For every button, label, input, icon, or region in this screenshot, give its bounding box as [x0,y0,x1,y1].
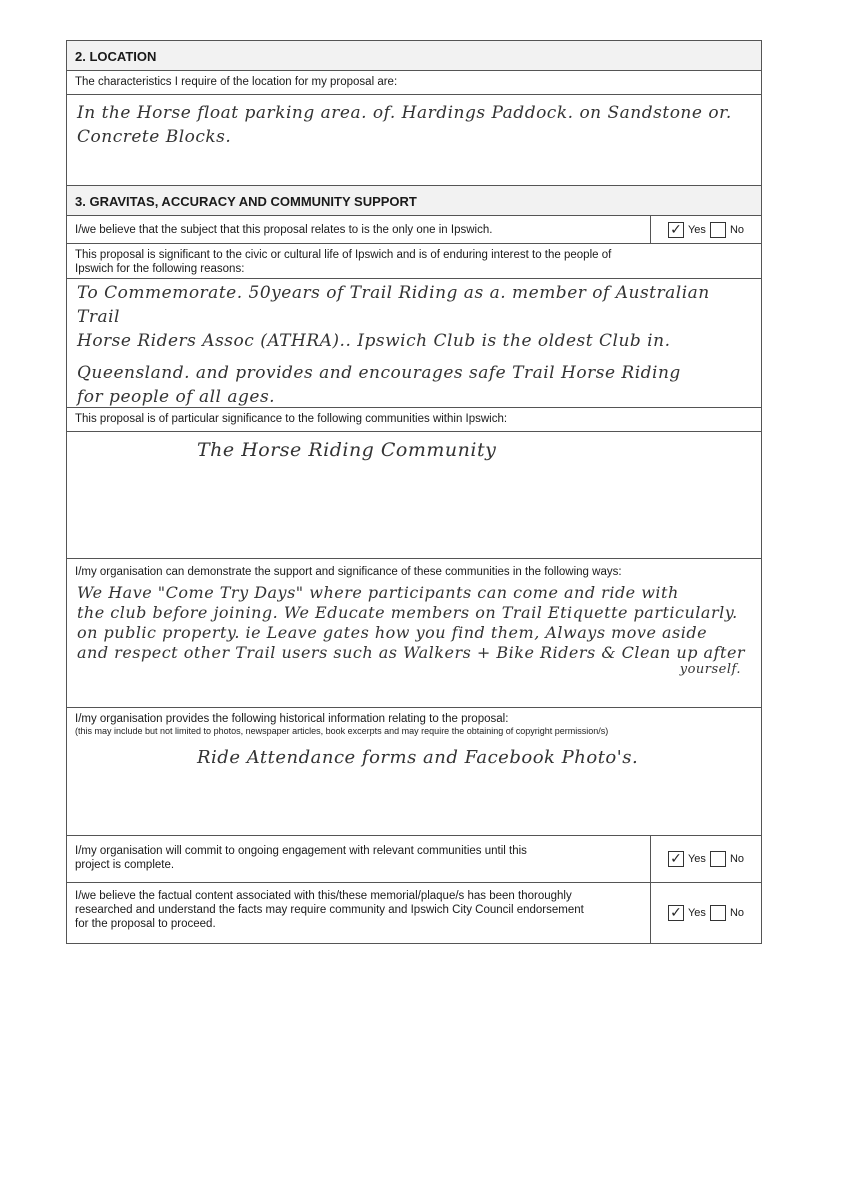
location-section-heading [67,41,761,71]
historical-question-text: I/my organisation provides the following historical information relating to the proposal: [75,713,509,725]
only-one-yes-tick: ✓ [670,221,682,238]
communities-answer [67,432,761,559]
factual-yes-tick: ✓ [670,905,682,921]
location-answer-line1: In the Horse float parking area. of. Hardings Paddock. on Sandstone or. [77,103,732,123]
significance-answer [67,279,761,408]
support-answer-line: and respect other Trail users such as Walkers + Bike Riders & Clean up after [77,643,746,662]
historical-note-text: (this may include but not limited to photos, newspaper articles, book excerpts and may require the obtaining of copyright permission/s) [75,726,609,736]
engagement-yes-no [650,836,761,882]
significance-answer-line: Queensland. and provides and encourages safe Trail Horse Riding [77,363,681,383]
significance-answer-line: for people of all ages. [77,387,276,407]
communities-question [67,408,761,432]
factual-yes-no [650,883,761,943]
only-one-yes-no [650,216,761,243]
support-answer-line: on public property. ie Leave gates how you find them, Always move aside [77,623,708,642]
engagement-yes-label: Yes [687,853,706,865]
only-one-question-row [67,216,761,244]
factual-no-label: No [729,907,744,919]
historical-block [67,708,761,836]
support-answer-extra: yourself. [679,662,741,677]
proposal-form [66,40,762,944]
only-one-yes-checkbox[interactable] [668,222,684,238]
factual-no-checkbox[interactable] [710,905,726,921]
location-answer [67,95,761,186]
significance-answer-line: To Commemorate. 50years of Trail Riding as a. member of Australian Trail [77,283,710,327]
factual-yes-checkbox[interactable] [668,905,684,921]
location-question-text: The characteristics I require of the location for my proposal are: [75,76,398,88]
location-question [67,71,761,95]
gravitas-section-heading [67,186,761,216]
engagement-no-checkbox[interactable] [710,851,726,867]
gravitas-heading-text: 3. GRAVITAS, ACCURACY AND COMMUNITY SUPPORT [75,194,417,209]
significance-question-line2: Ipswich for the following reasons: [75,263,245,275]
only-one-question-text: I/we believe that the subject that this proposal relates to is the only one in Ipswich. [75,224,493,236]
historical-answer-text: Ride Attendance forms and Facebook Photo's. [197,747,639,768]
engagement-question-line1: I/my organisation will commit to ongoing engagement with relevant communities until this [75,845,527,857]
support-answer-line: the club before joining. We Educate members on Trail Etiquette particularly. [77,603,738,622]
factual-question-line1: I/we believe the factual content associated with this/these memorial/plaque/s has been thoroughly [75,890,572,902]
support-question-text: I/my organisation can demonstrate the support and significance of these communities in the following ways: [75,566,622,578]
only-one-no-label: No [729,223,744,236]
communities-question-text: This proposal is of particular significance to the following communities within Ipswich: [75,413,508,425]
location-answer-line2: Concrete Blocks. [77,127,232,147]
engagement-row [67,836,761,883]
support-block [67,559,761,708]
support-answer-line: We Have "Come Try Days" where participants can come and ride with [77,583,679,602]
significance-answer-line: Horse Riders Assoc (ATHRA).. Ipswich Club is the oldest Club in. [77,331,671,351]
engagement-question-line2: project is complete. [75,859,175,871]
factual-row [67,883,761,943]
significance-question [67,244,761,279]
engagement-no-label: No [729,853,744,865]
significance-question-line1: This proposal is significant to the civic or cultural life of Ipswich and is of enduring interest to the people of [75,249,612,261]
engagement-yes-checkbox[interactable] [668,851,684,867]
factual-yes-label: Yes [687,907,706,919]
only-one-yes-label: Yes [687,223,706,236]
communities-answer-text: The Horse Riding Community [197,439,497,461]
engagement-yes-tick: ✓ [670,851,682,867]
location-heading-text: 2. LOCATION [75,49,157,64]
factual-question-line2: researched and understand the facts may require community and Ipswich City Council endorsement [75,904,584,916]
factual-question-line3: for the proposal to proceed. [75,918,216,930]
only-one-no-checkbox[interactable] [710,222,726,238]
